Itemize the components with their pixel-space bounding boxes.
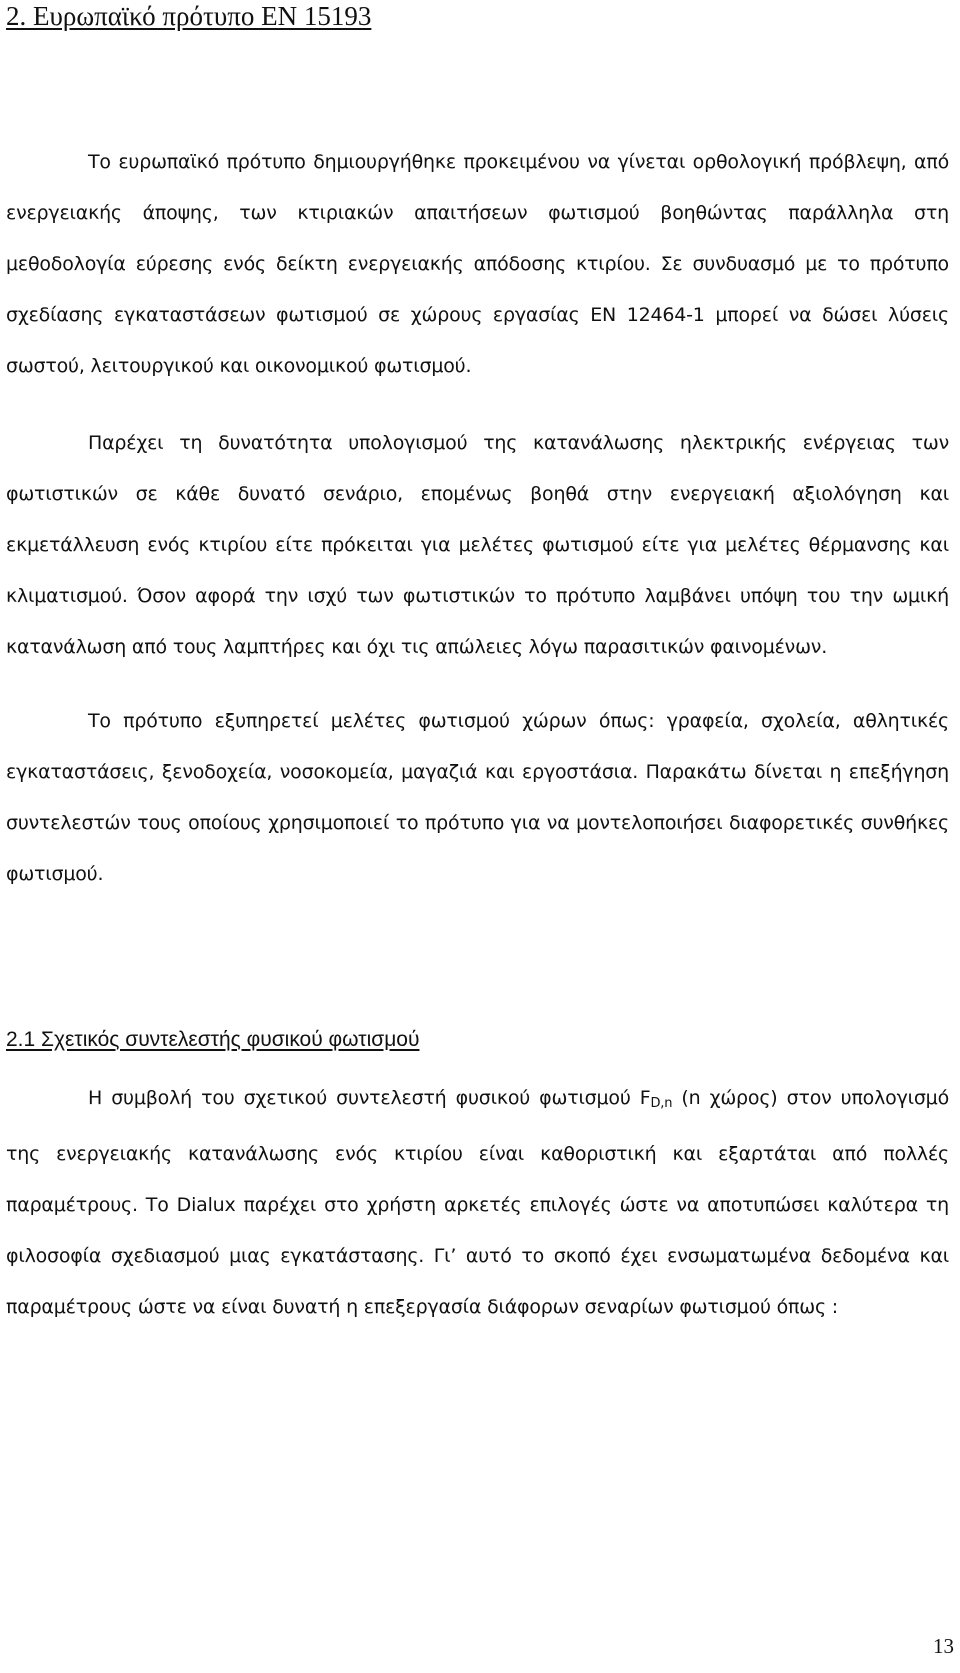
paragraph-standard-intro: Το ευρωπαϊκό πρότυπο δημιουργήθηκε προκειμένου να γίνεται ορθολογική πρόβλεψη, από ενεργειακής άποψης, των κτιριακών απαιτήσεων φωτισμού βοηθώντας παράλληλα στη μεθοδολογία εύρεσης ενός δείκτη ενεργειακής απόδοσης κτιρίου. Σε συνδυασμό με το πρότυπο σχεδίασης εγκαταστάσεων φωτισμού σε χώρους εργασίας EN 12464-1 μπορεί να δώσει λύσεις σωστού, λειτουργικού και οικονομικού φωτισμού. <box>6 151 949 377</box>
p4-text-after: (n χώρος) στον υπολογισμό της ενεργειακής κατανάλωσης ενός κτιρίου είναι καθοριστική και εξαρτάται από πολλές παραμέτρους. Το Dialux παρέχει στο χρήστη αρκετές επιλογές ώστε να αποτυπώσει καλύτερα τη φιλοσοφία σχεδιασμού μιας εγκατάστασης. Γι’ αυτό το σκοπό έχει ενσωματωμένα δεδομένα και παραμέτρους ώστε να είναι δυνατή η επεξεργασία διάφορων σεναρίων φωτισμού όπως : <box>6 1087 949 1318</box>
page-number: 13 <box>933 1634 954 1658</box>
paragraph-energy-consumption: Παρέχει τη δυνατότητα υπολογισμού της κατανάλωσης ηλεκτρικής ενέργειας των φωτιστικών σε κάθε δυνατό σενάριο, επομένως βοηθά στην ενεργειακή αξιολόγηση και εκμετάλλευση ενός κτιρίου είτε πρόκειται για μελέτες φωτισμού είτε για μελέτες θέρμανσης και κλιματισμού. Όσον αφορά την ισχύ των φωτιστικών το πρότυπο λαμβάνει υπόψη του την ωμική κατανάλωση από τους λαμπτήρες και όχι τις απώλειες λόγω παρασιτικών φαινομένων. <box>6 432 949 658</box>
subsection-heading: 2.1 Σχετικός συντελεστής φυσικού φωτισμού <box>6 1028 420 1051</box>
p4-subscript: D,n <box>650 1096 673 1111</box>
paragraph-daylight-factor <box>6 1073 949 1333</box>
paragraph-applications: Το πρότυπο εξυπηρετεί μελέτες φωτισμού χώρων όπως: γραφεία, σχολεία, αθλητικές εγκαταστάσεις, ξενοδοχεία, νοσοκομεία, μαγαζιά και εργοστάσια. Παρακάτω δίνεται η επεξήγηση συντελεστών τους οποίους χρησιμοποιεί το πρότυπο για να μοντελοποιήσει διαφορετικές συνθήκες φωτισμού. <box>6 710 949 885</box>
p4-text-before: Η συμβολή του σχετικού συντελεστή φυσικού φωτισμού F <box>88 1087 651 1109</box>
section-heading: 2. Ευρωπαϊκό πρότυπο EN 15193 <box>6 1 372 31</box>
